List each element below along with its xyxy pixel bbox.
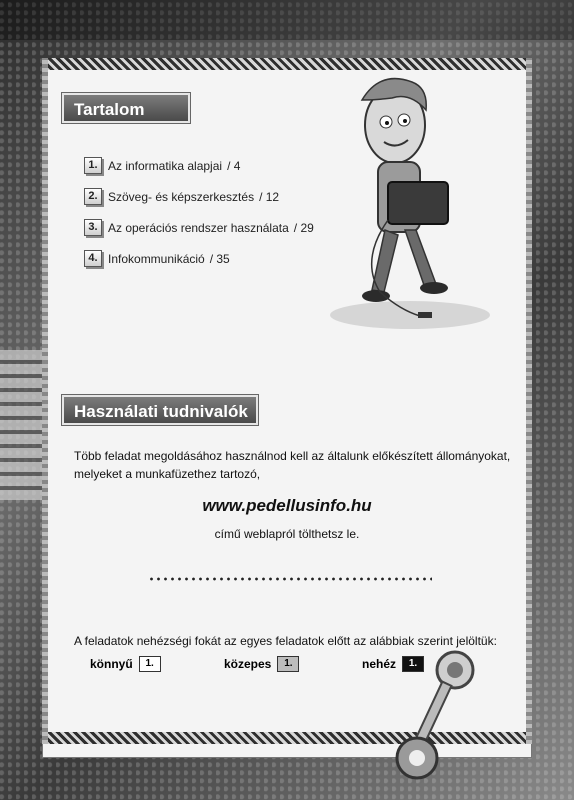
toc-number: 4. <box>84 250 102 267</box>
toc-number: 3. <box>84 219 102 236</box>
toc-item-2[interactable] <box>84 181 314 212</box>
toc-list <box>84 150 314 274</box>
download-note: című weblapról tölthetsz le. <box>214 527 360 541</box>
usage-heading: Használati tudnivalók <box>62 395 258 425</box>
cartoon-boy-illustration <box>300 70 500 340</box>
toc-label: Szöveg- és képszerkesztés <box>108 189 255 204</box>
level-box-medium: 1. <box>277 656 299 672</box>
difficulty-legend <box>90 656 430 676</box>
toc-item-1[interactable] <box>84 150 314 181</box>
toc-page: / 12 <box>259 189 280 204</box>
microphone-decoration <box>385 640 505 800</box>
level-label: közepes <box>224 657 272 671</box>
website-link[interactable]: www.pedellusinfo.hu <box>202 496 372 515</box>
toc-page: / 35 <box>209 251 230 266</box>
toc-heading: Tartalom <box>62 93 190 123</box>
level-label: könnyű <box>90 657 133 671</box>
toc-page: / 29 <box>293 220 314 235</box>
background-stripe <box>0 0 574 40</box>
toc-page: / 4 <box>227 158 241 173</box>
level-box-hard: 1. <box>402 656 424 672</box>
frame-left-border <box>42 58 48 744</box>
toc-number: 1. <box>84 157 102 174</box>
level-easy <box>90 656 161 672</box>
toc-label: Az informatika alapjai <box>108 158 223 173</box>
level-medium <box>224 656 299 672</box>
toc-item-4[interactable] <box>84 243 314 274</box>
toc-label: Infokommunikáció <box>108 251 205 266</box>
dotted-separator <box>148 577 432 581</box>
frame-top-border <box>42 58 532 70</box>
difficulty-intro: A feladatok nehézségi fokát az egyes feladatok előtt az alábbiak szerint jelöltük: <box>74 634 497 648</box>
toc-item-3[interactable] <box>84 212 314 243</box>
usage-paragraph: Több feladat megoldásához használnod kell az általunk előkészített állományokat, melyeket a munkafüzethez tartozó, <box>74 449 511 481</box>
level-box-easy: 1. <box>139 656 161 672</box>
toc-label: Az operációs rendszer használata <box>108 220 289 235</box>
frame-right-border <box>526 58 532 744</box>
toc-number: 2. <box>84 188 102 205</box>
level-label: nehéz <box>362 657 397 671</box>
